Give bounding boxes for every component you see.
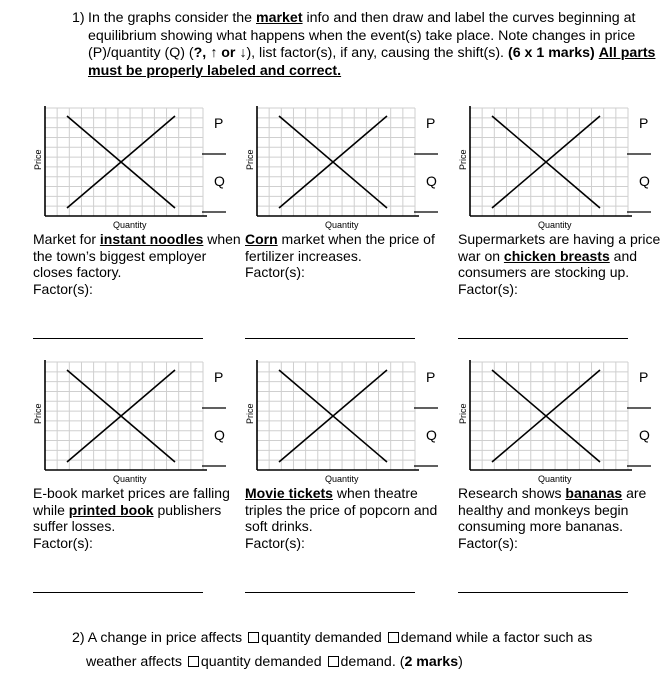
- scenario-keyword: printed book: [68, 501, 154, 518]
- q2-marks: 2 marks: [404, 654, 459, 670]
- q2-marks-close: ): [458, 654, 463, 670]
- q2-line1-a: A change in price affects: [87, 630, 243, 646]
- y-axis-label: Price: [458, 403, 468, 424]
- graph-grid: [45, 362, 203, 470]
- p-label: P: [214, 369, 224, 385]
- q-label: Q: [214, 173, 225, 189]
- p-label: P: [214, 115, 224, 131]
- q-label: Q: [214, 427, 225, 443]
- scenario-keyword: instant noodles: [99, 231, 204, 247]
- y-axis-label: Price: [245, 149, 255, 170]
- scenario-description: [33, 231, 243, 297]
- x-axis-label: Quantity: [325, 474, 359, 484]
- factor-label: Factor(s):: [245, 264, 305, 280]
- factor-label: Factor(s):: [33, 534, 93, 551]
- p-label: P: [426, 115, 436, 131]
- market-word: market: [256, 10, 303, 26]
- scenario-description: [458, 485, 668, 551]
- q-label: Q: [639, 427, 650, 443]
- checkbox-demand-2[interactable]: [328, 656, 339, 667]
- scenario-text-post: when theatre triples the price of popcorn and soft drinks.: [245, 485, 438, 534]
- factor-answer-line[interactable]: [458, 592, 628, 593]
- graph-grid: [257, 108, 415, 216]
- factor-answer-line[interactable]: [245, 592, 415, 593]
- y-axis-label: Price: [245, 403, 255, 424]
- graph-grid: [470, 108, 628, 216]
- q2-opt-qd-2: quantity demanded: [200, 654, 322, 670]
- scenario-description: [245, 231, 455, 281]
- direction-symbols: ?, ↑ or ↓: [193, 45, 247, 61]
- scenario-description: [33, 485, 243, 551]
- scenario-text-post: when the town’s biggest employer closes factory.: [33, 231, 241, 280]
- checkbox-quantity-demanded-2[interactable]: [188, 656, 199, 667]
- scenario-text-pre: Market for: [33, 231, 100, 247]
- x-axis-label: Quantity: [325, 220, 359, 230]
- q2-opt-d-2: demand.: [340, 654, 396, 670]
- y-axis-label: Price: [33, 403, 43, 424]
- factor-answer-line[interactable]: [33, 338, 203, 339]
- scenario-keyword: Movie tickets: [245, 485, 333, 501]
- x-axis-label: Quantity: [113, 220, 147, 230]
- q1-text-b: info and then draw and label the curves beginning at equilibrium showing what happens when the event(s) take place. Note changes in price (P)/quantity (Q) (: [88, 10, 636, 61]
- q-label: Q: [426, 173, 437, 189]
- supply-demand-graph: [458, 356, 670, 486]
- factor-label: Factor(s):: [33, 280, 93, 297]
- scenario-text-pre: Supermarkets are having a price war on: [458, 231, 661, 264]
- scenario-description: [245, 485, 455, 551]
- scenario-keyword: chicken breasts: [503, 247, 610, 264]
- scenario-keyword: Corn: [245, 231, 278, 247]
- scenario-keyword: bananas: [565, 485, 623, 501]
- y-axis-label: Price: [33, 149, 43, 170]
- scenario-text-post: are healthy and monkeys begin consuming more bananas.: [458, 485, 647, 534]
- factor-answer-line[interactable]: [458, 338, 628, 339]
- scenario-description: [458, 231, 668, 297]
- factor-answer-line[interactable]: [33, 592, 203, 593]
- question-1: [72, 10, 662, 80]
- scenario-text-post: market when the price of fertilizer increases.: [245, 231, 435, 264]
- question-2: [72, 626, 662, 674]
- factor-label: Factor(s):: [458, 280, 518, 297]
- supply-demand-graph: [245, 356, 457, 486]
- factor-label: Factor(s):: [458, 534, 518, 551]
- q2-marks-open: (: [399, 654, 405, 670]
- scenario-text-pre: Research shows: [458, 485, 566, 501]
- q2-opt-qd-1: quantity demanded: [261, 630, 382, 646]
- scenario-text-pre: E-book market prices are falling while: [33, 485, 230, 518]
- x-axis-label: Quantity: [113, 474, 147, 484]
- q1-requirement: All parts must be properly labeled and correct.: [88, 45, 656, 79]
- x-axis-label: Quantity: [538, 220, 572, 230]
- supply-demand-graph: [33, 102, 245, 232]
- question-2-number: 2): [72, 630, 85, 646]
- q1-marks: (6 x 1 marks): [507, 45, 595, 61]
- scenario-text-post: publishers suffer losses.: [33, 501, 222, 534]
- q2-line2-a: weather affects: [86, 654, 182, 670]
- scenario-text-post: and consumers are stocking up.: [458, 247, 638, 280]
- checkbox-quantity-demanded-1[interactable]: [248, 632, 259, 643]
- graph-grid: [257, 362, 415, 470]
- p-label: P: [426, 369, 436, 385]
- y-axis-label: Price: [458, 149, 468, 170]
- question-1-number: 1): [72, 10, 85, 26]
- graph-grid: [45, 108, 203, 216]
- supply-demand-graph: [245, 102, 457, 232]
- factor-label: Factor(s):: [245, 534, 305, 551]
- q2-opt-d-1: demand: [400, 630, 452, 646]
- q-label: Q: [639, 173, 650, 189]
- q2-line1-b: while a factor such as: [455, 630, 593, 646]
- x-axis-label: Quantity: [538, 474, 572, 484]
- p-label: P: [639, 369, 649, 385]
- q1-text-c: ), list factor(s), if any, causing the shift(s).: [246, 45, 505, 61]
- supply-demand-graph: [458, 102, 670, 232]
- graph-grid: [470, 362, 628, 470]
- factor-answer-line[interactable]: [245, 338, 415, 339]
- q1-text-a: In the graphs consider the: [88, 10, 253, 26]
- supply-demand-graph: [33, 356, 245, 486]
- p-label: P: [639, 115, 649, 131]
- checkbox-demand-1[interactable]: [388, 632, 399, 643]
- q-label: Q: [426, 427, 437, 443]
